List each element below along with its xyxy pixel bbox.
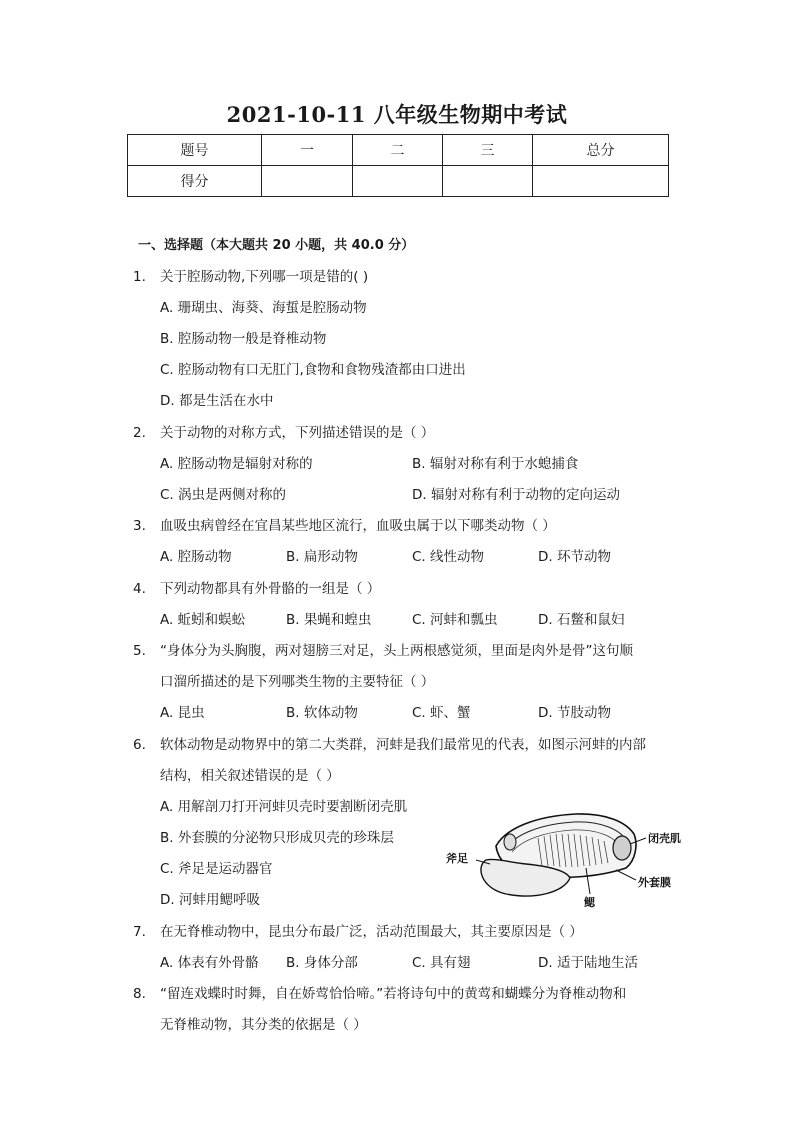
question-number: 2. (133, 425, 146, 441)
score-header-cell: 二 (353, 135, 443, 166)
question-stem: 软体动物是动物界中的第二大类群，河蚌是我们最常见的代表，如图示河蚌的内部 (160, 737, 646, 753)
option-a: A. 蚯蚓和蜈蚣 (160, 612, 246, 628)
question-stem-continued: 无脊椎动物，其分类的依据是（ ） (160, 1017, 367, 1033)
score-table-header-row (128, 135, 669, 166)
question-stem-continued: 结构，相关叙述错误的是（ ） (160, 768, 340, 784)
adductor-muscle (613, 836, 631, 860)
option-d: D. 节肢动物 (538, 705, 611, 721)
question-number: 6. (133, 737, 146, 753)
figure-label-foot: 斧足 (446, 852, 468, 865)
option-c: C. 涡虫是两侧对称的 (160, 487, 287, 503)
option-c: C. 虾、蟹 (412, 705, 471, 721)
question-stem: 血吸虫病曾经在宜昌某些地区流行，血吸虫属于以下哪类动物（ ） (160, 518, 556, 534)
figure-label-adductor: 闭壳肌 (648, 832, 681, 845)
score-cell[interactable] (443, 166, 533, 197)
figure-label-gill: 鳃 (584, 896, 595, 909)
option-c: C. 斧足是运动器官 (160, 861, 273, 877)
score-header-cell: 总分 (533, 135, 669, 166)
question-stem: 下列动物都具有外骨骼的一组是（ ） (160, 581, 381, 597)
option-d: D. 石鳖和鼠妇 (538, 612, 625, 628)
option-a: A. 腔肠动物 (160, 549, 232, 565)
option-d: D. 环节动物 (538, 549, 611, 565)
option-b: B. 果蝇和蝗虫 (286, 612, 372, 628)
mussel-diagram (446, 808, 696, 910)
question-stem: 关于动物的对称方式，下列描述错误的是（ ） (160, 425, 435, 441)
option-a: A. 体表有外骨骼 (160, 955, 259, 971)
score-cell[interactable] (533, 166, 669, 197)
option-d: D. 都是生活在水中 (160, 393, 274, 409)
question-number: 5. (133, 643, 146, 659)
leader-line (616, 870, 636, 880)
option-b: B. 辐射对称有利于水螅捕食 (412, 456, 579, 472)
option-b: B. 扁形动物 (286, 549, 358, 565)
question-number: 8. (133, 986, 146, 1002)
front-adductor-muscle (504, 834, 516, 850)
option-b: B. 外套膜的分泌物只形成贝壳的珍珠层 (160, 830, 394, 846)
option-d: D. 河蚌用鳃呼吸 (160, 892, 260, 908)
score-table-score-row (128, 166, 669, 197)
score-cell[interactable] (353, 166, 443, 197)
question-number: 1. (133, 269, 146, 285)
question-number: 7. (133, 924, 146, 940)
score-table (127, 134, 669, 197)
score-header-cell: 题号 (128, 135, 262, 166)
page-title: 2021-10-11 八年级生物期中考试 (226, 102, 568, 127)
option-b: B. 腔肠动物一般是脊椎动物 (160, 331, 327, 347)
option-c: C. 具有翅 (412, 955, 471, 971)
score-header-cell: 三 (443, 135, 533, 166)
question-stem: 关于腔肠动物,下列哪一项是错的( ) (160, 269, 369, 285)
score-header-cell: 一 (262, 135, 353, 166)
score-row-label: 得分 (128, 166, 262, 197)
option-a: A. 腔肠动物是辐射对称的 (160, 456, 313, 472)
mussel-anatomy-figure (446, 808, 696, 910)
option-c: C. 腔肠动物有口无肛门,食物和食物残渣都由口进出 (160, 362, 466, 378)
option-b: B. 软体动物 (286, 705, 358, 721)
option-c: C. 线性动物 (412, 549, 485, 565)
option-a: A. 用解剖刀打开河蚌贝壳时要割断闭壳肌 (160, 799, 408, 815)
question-number: 3. (133, 518, 146, 534)
question-stem: “身体分为头胸腹，两对翅膀三对足，头上两根感觉须，里面是肉外是骨”这句顺 (160, 643, 633, 659)
option-a: A. 昆虫 (160, 705, 205, 721)
option-d: D. 辐射对称有利于动物的定向运动 (412, 487, 620, 503)
option-a: A. 珊瑚虫、海葵、海蜇是腔肠动物 (160, 300, 367, 316)
option-b: B. 身体分部 (286, 955, 358, 971)
question-number: 4. (133, 581, 146, 597)
question-stem-continued: 口溜所描述的是下列哪类生物的主要特征（ ） (160, 674, 435, 690)
question-stem: “留连戏蝶时时舞，自在娇莺恰恰啼。”若将诗句中的黄莺和蝴蝶分为脊椎动物和 (160, 986, 627, 1002)
section-heading: 一、选择题（本大题共 20 小题，共 40.0 分） (138, 238, 415, 253)
question-stem: 在无脊椎动物中，昆虫分布最广泛，活动范围最大，其主要原因是（ ） (160, 924, 583, 940)
figure-label-mantle: 外套膜 (638, 876, 671, 889)
option-d: D. 适于陆地生活 (538, 955, 638, 971)
option-c: C. 河蚌和瓢虫 (412, 612, 498, 628)
score-cell[interactable] (262, 166, 353, 197)
